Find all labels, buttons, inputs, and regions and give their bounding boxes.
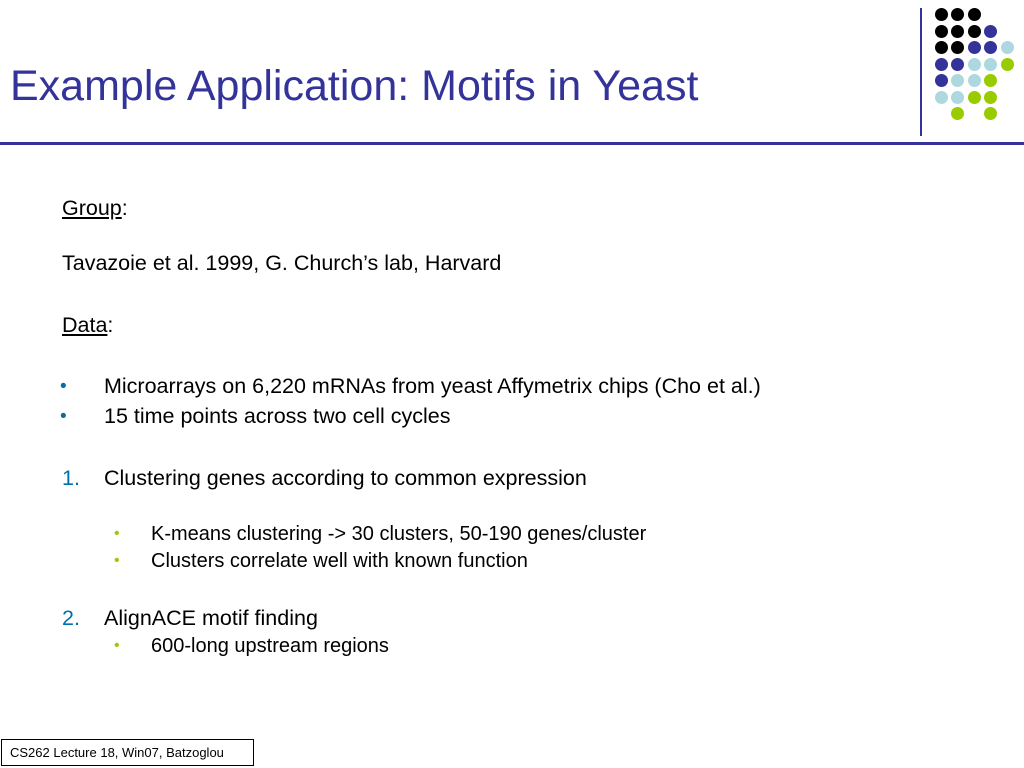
data-bullet-2: 15 time points across two cell cycles (104, 404, 451, 428)
decorative-dot (984, 91, 997, 104)
step-2-sub-1: 600-long upstream regions (151, 635, 389, 657)
decorative-dot (968, 41, 981, 54)
step-2-number: 2. (62, 606, 80, 630)
step-1-sub-1: K-means clustering -> 30 clusters, 50-190 genes/cluster (151, 523, 647, 545)
decorative-dot (984, 41, 997, 54)
step-1-number: 1. (62, 466, 80, 490)
group-text: Tavazoie et al. 1999, G. Church’s lab, Harvard (62, 251, 502, 275)
decorative-dot (951, 41, 964, 54)
decorative-dot (935, 25, 948, 38)
vertical-divider (920, 8, 922, 136)
data-bullet-1: Microarrays on 6,220 mRNAs from yeast Affymetrix chips (Cho et al.) (104, 374, 761, 398)
decorative-dot (951, 107, 964, 120)
decorative-dot (968, 58, 981, 71)
decorative-dot (951, 8, 964, 21)
decorative-dot (984, 58, 997, 71)
step-1-sub-2: Clusters correlate well with known function (151, 550, 528, 572)
group-heading-line (62, 196, 128, 221)
decorative-dot (984, 107, 997, 120)
data-colon: : (107, 313, 114, 337)
decorative-dot (968, 8, 981, 21)
step-1-text: Clustering genes according to common expression (104, 466, 587, 490)
decorative-dot (935, 74, 948, 87)
decorative-dot (951, 25, 964, 38)
decorative-dot (1001, 58, 1014, 71)
decorative-dot (968, 74, 981, 87)
bullet-icon: • (60, 406, 67, 427)
footer-label: CS262 Lecture 18, Win07, Batzoglou (1, 739, 254, 766)
sub-bullet-icon: • (114, 525, 120, 542)
decorative-dot (984, 74, 997, 87)
decorative-dot (951, 58, 964, 71)
group-colon: : (121, 196, 128, 220)
group-heading: Group (62, 196, 122, 220)
data-heading-line (62, 313, 113, 338)
step-2-text: AlignACE motif finding (104, 606, 318, 630)
sub-bullet-icon: • (114, 637, 120, 654)
decorative-dot (951, 74, 964, 87)
decorative-dot (935, 58, 948, 71)
decorative-dot (951, 91, 964, 104)
decorative-dot (935, 41, 948, 54)
decorative-dot (968, 91, 981, 104)
decorative-dot (935, 8, 948, 21)
bullet-icon: • (60, 376, 67, 397)
decorative-dot (984, 25, 997, 38)
decorative-dot (935, 91, 948, 104)
title-underline (0, 142, 1024, 145)
decorative-dot (968, 25, 981, 38)
data-heading: Data (62, 313, 108, 337)
decorative-dot (1001, 41, 1014, 54)
slide-title: Example Application: Motifs in Yeast (10, 62, 699, 110)
sub-bullet-icon: • (114, 552, 120, 569)
